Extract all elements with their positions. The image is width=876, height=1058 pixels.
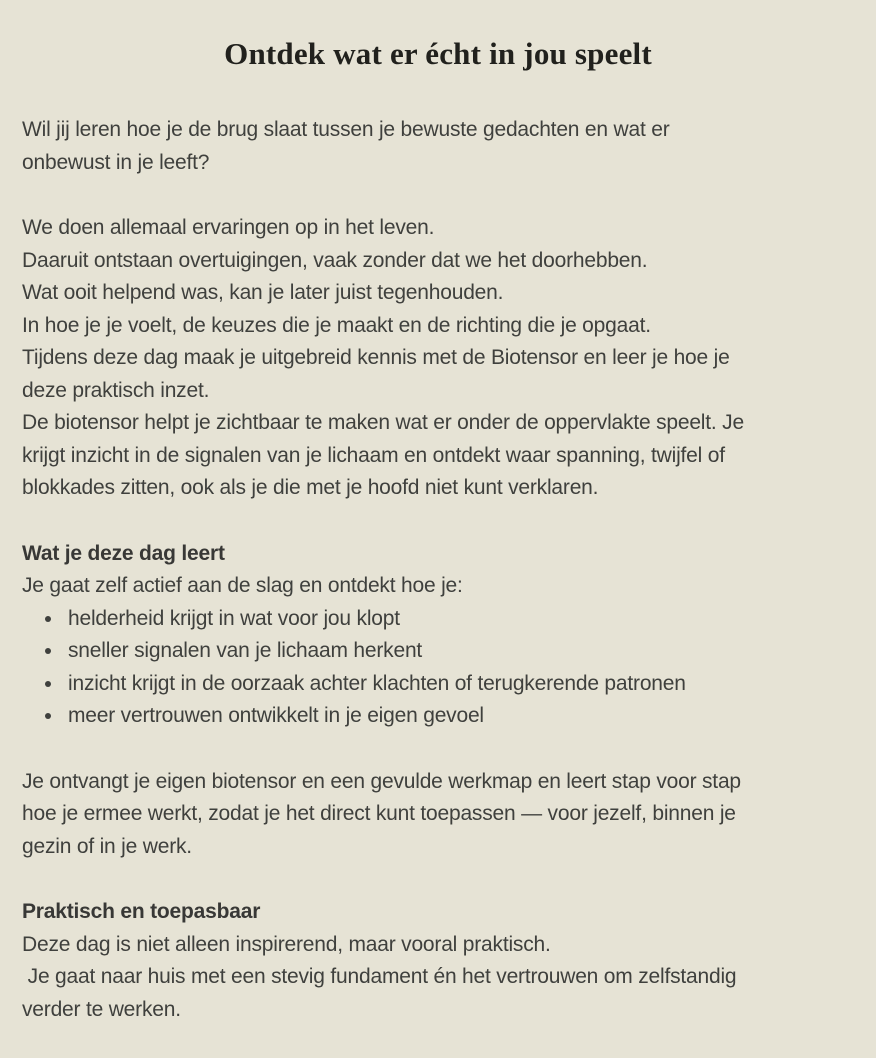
practical-section-heading: Praktisch en toepasbaar (22, 900, 261, 923)
list-item: • meer vertrouwen ontwikkelt in je eigen gevoel (64, 700, 854, 733)
learn-section (22, 538, 854, 733)
page (0, 34, 876, 1058)
practical-paragraph: Deze dag is niet alleen inspirerend, maar vooral praktisch. Je gaat naar huis met een stevig fundament én het vertrouwen om zelfstandig verder te werken. (22, 932, 737, 1021)
page-title: Ontdek wat er écht in jou speelt (224, 36, 652, 71)
learn-section-heading: Wat je deze dag leert (22, 541, 225, 565)
main-paragraph: We doen allemaal ervaringen op in het leven. Daaruit ontstaan overtuigingen, vaak zonder dat we het doorhebben. Wat ooit helpend was, kan je later juist tegenhouden. In hoe je je voelt, de keuzes die je maakt en de richting die je opgaat. Tijdens deze dag maak je uitgebreid kennis met de Biotensor en leer je hoe je deze praktisch inzet. De biotensor helpt je zichtbaar te maken wat er onder de oppervlakte speelt. Je krijgt inzicht in de signalen van je lichaam en ontdekt waar spanning, twijfel of blokkades zitten, ook als je die met je hoofd niet kunt verklaren. (22, 216, 744, 499)
list-item: • inzicht krijgt in de oorzaak achter klachten of terugkerende patronen (64, 668, 854, 701)
intro-paragraph: Wil jij leren hoe je de brug slaat tussen je bewuste gedachten en wat er onbewust in je leeft? (22, 118, 670, 174)
werkmap-paragraph: Je ontvangt je eigen biotensor en een gevulde werkmap en leert stap voor stap hoe je ermee werkt, zodat je het direct kunt toepassen — voor jezelf, binnen je gezin of in je werk. (22, 769, 741, 858)
learn-bullet-list (22, 603, 854, 733)
learn-section-lead: Je gaat zelf actief aan de slag en ontdekt hoe je: (22, 574, 463, 597)
list-item: • sneller signalen van je lichaam herkent (64, 635, 854, 668)
list-item: • helderheid krijgt in wat voor jou klopt (64, 603, 854, 636)
practical-section (22, 896, 854, 1026)
